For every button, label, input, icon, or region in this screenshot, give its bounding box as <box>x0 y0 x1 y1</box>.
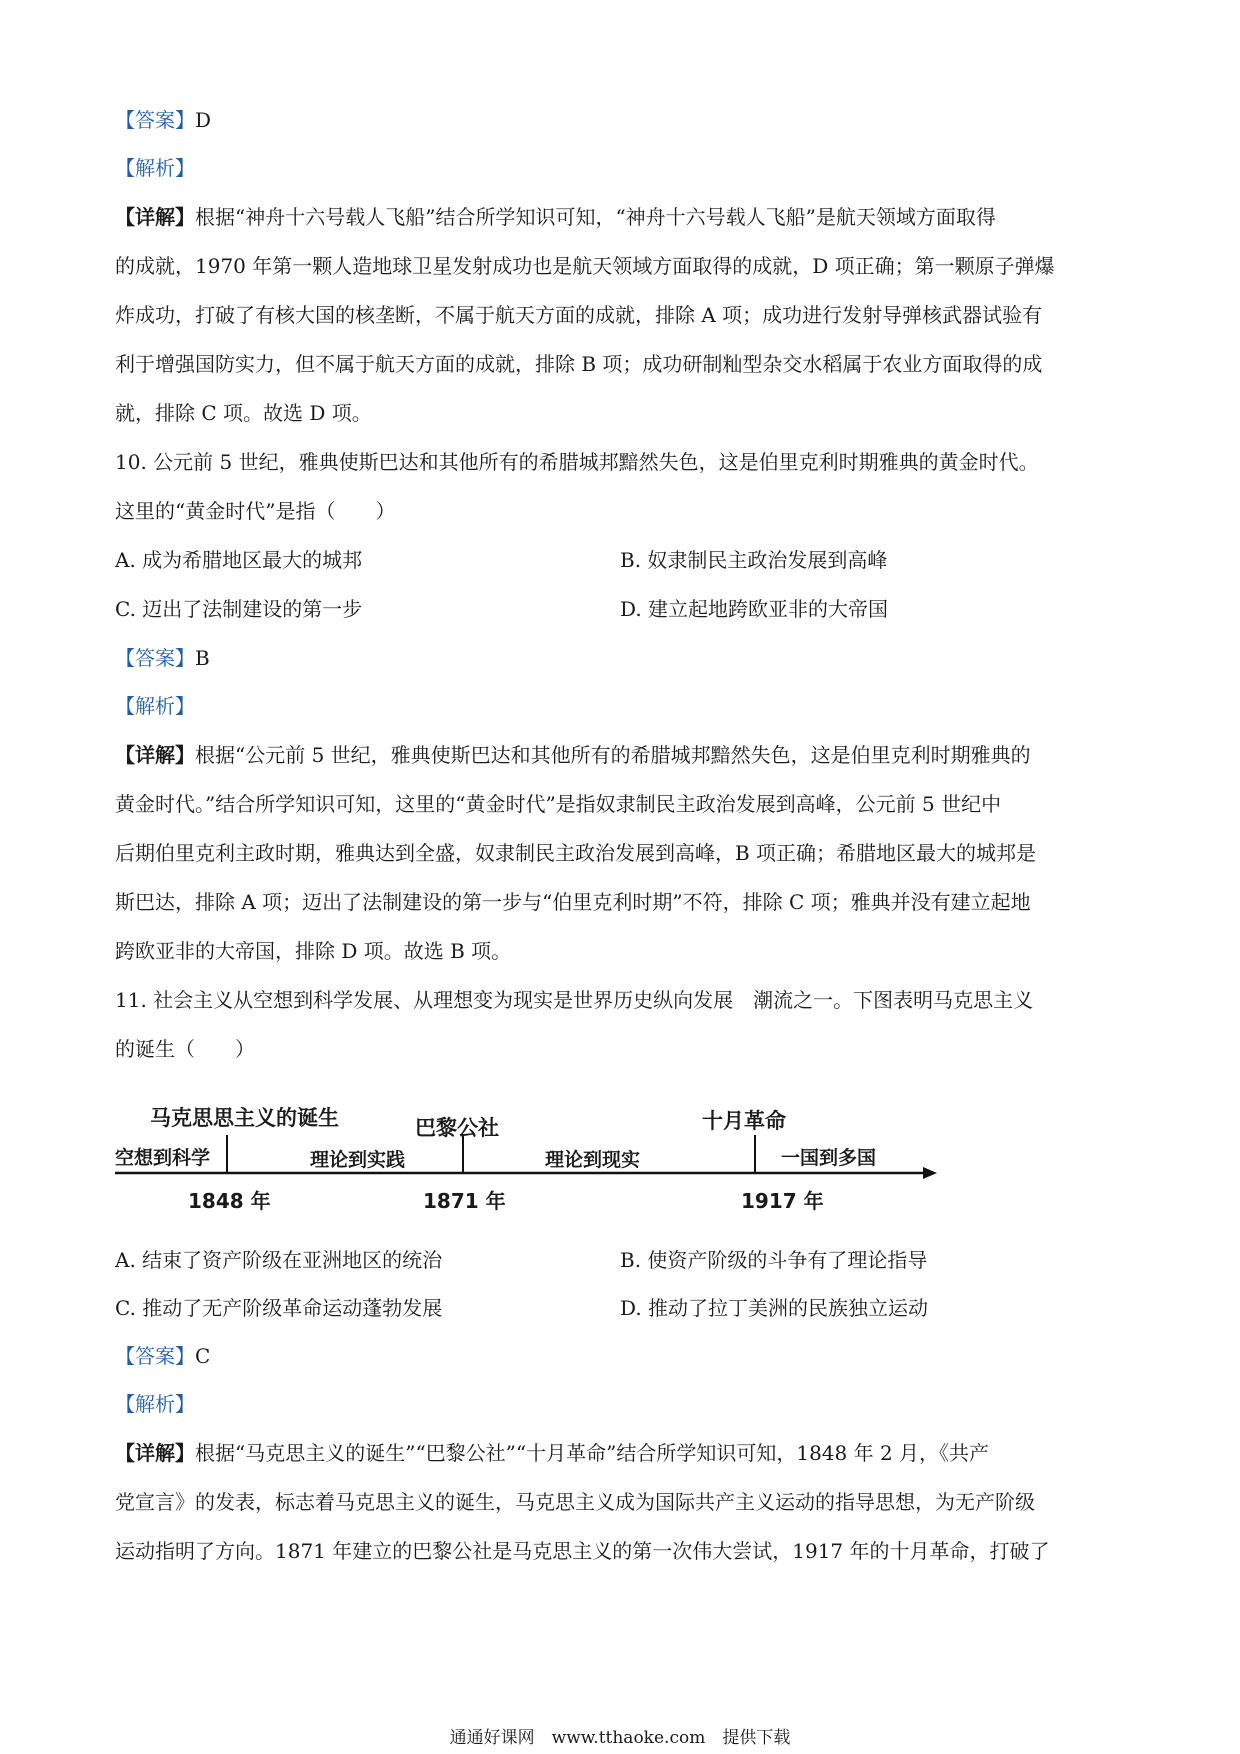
q10-detail-line: 跨欧亚非的大帝国，排除 D 项。故选 B 项。 <box>115 939 512 963</box>
timeline-phase: 理论到实践 <box>310 1149 406 1171</box>
timeline-event-paris-commune: 巴黎公社 <box>415 1116 499 1140</box>
q11-detail-line: 运动指明了方向。1871 年建立的巴黎公社是马克思主义的第一次伟大尝试，1917 年的十月革命，打破了 <box>115 1539 1050 1563</box>
q11-stem-line: 的诞生（ ） <box>115 1037 255 1061</box>
q11-answer-line <box>115 1342 1135 1370</box>
q11-option-a: A. 结束了资产阶级在亚洲地区的统治 <box>115 1248 443 1272</box>
history-timeline <box>115 1085 945 1215</box>
q11-detail-line <box>115 1439 1135 1467</box>
timeline-event-october-revolution: 十月革命 <box>702 1109 786 1133</box>
timeline-phase: 理论到现实 <box>545 1149 641 1171</box>
timeline-year: 1917 年 <box>741 1189 824 1213</box>
q11-stem-line: 11. 社会主义从空想到科学发展、从理想变为现实是世界历史纵向发展 潮流之一。下图表明马克思主义 <box>115 988 1034 1012</box>
detail-text: 根据“马克思主义的诞生”“巴黎公社”“十月革命”结合所学知识可知，1848 年 2 月，《共产 <box>195 1441 990 1465</box>
q10-detail-line: 后期伯里克利主政时期，雅典达到全盛，奴隶制民主政治发展到高峰，B 项正确；希腊地区最大的城邦是 <box>115 841 1037 865</box>
detail-text: 根据“公元前 5 世纪，雅典使斯巴达和其他所有的希腊城邦黯然失色，这是伯里克利时期雅典的 <box>195 743 1031 767</box>
answer-tag: 【答案】 <box>115 1344 195 1368</box>
q10-detail-line: 斯巴达，排除 A 项；迈出了法制建设的第一步与“伯里克利时期”不符，排除 C 项；雅典并没有建立起地 <box>115 890 1031 914</box>
answer-tag: 【答案】 <box>115 108 195 132</box>
detail-tag: 【详解】 <box>115 205 195 229</box>
q9-detail-line: 炸成功，打破了有核大国的核垄断，不属于航天方面的成就，排除 A 项；成功进行发射导弹核武器试验有 <box>115 303 1043 327</box>
answer-value: B <box>195 646 210 670</box>
q10-analysis-tag: 【解析】 <box>115 694 195 718</box>
answer-tag: 【答案】 <box>115 646 195 670</box>
q11-detail-line: 党宣言》的发表，标志着马克思主义的诞生，马克思主义成为国际共产主义运动的指导思想，为无产阶级 <box>115 1490 1035 1514</box>
detail-tag: 【详解】 <box>115 743 195 767</box>
timeline-year: 1871 年 <box>423 1189 506 1213</box>
q9-detail-line: 利于增强国防实力，但不属于航天方面的成就，排除 B 项；成功研制籼型杂交水稻属于农业方面取得的成 <box>115 352 1043 376</box>
q9-analysis-tag: 【解析】 <box>115 156 195 180</box>
q10-option-b: B. 奴隶制民主政治发展到高峰 <box>620 548 888 572</box>
q10-option-a: A. 成为希腊地区最大的城邦 <box>115 548 363 572</box>
q11-option-b: B. 使资产阶级的斗争有了理论指导 <box>620 1248 928 1272</box>
answer-value: C <box>195 1344 211 1368</box>
timeline-arrow-icon <box>923 1167 937 1179</box>
detail-text: 根据“神舟十六号载人飞船”结合所学知识可知，“神舟十六号载人飞船”是航天领域方面取得 <box>195 205 996 229</box>
q9-detail-line: 就，排除 C 项。故选 D 项。 <box>115 401 372 425</box>
answer-value: D <box>195 108 212 132</box>
q10-detail-line: 黄金时代。”结合所学知识可知，这里的“黄金时代”是指奴隶制民主政治发展到高峰，公元前 5 世纪中 <box>115 792 1002 816</box>
q11-analysis-tag: 【解析】 <box>115 1392 195 1416</box>
q10-detail-line <box>115 741 1135 769</box>
q10-option-c: C. 迈出了法制建设的第一步 <box>115 597 363 621</box>
timeline-year: 1848 年 <box>188 1189 271 1213</box>
q9-answer-line <box>115 106 1135 134</box>
page-footer: 通通好课网 www.tthaoke.com 提供下载 <box>449 1728 791 1748</box>
q10-stem-line: 这里的“黄金时代”是指（ ） <box>115 499 396 523</box>
q10-stem-line: 10. 公元前 5 世纪，雅典使斯巴达和其他所有的希腊城邦黯然失色，这是伯里克利时期雅典的黄金时代。 <box>115 450 1039 474</box>
q10-option-d: D. 建立起地跨欧亚非的大帝国 <box>620 597 889 621</box>
q9-detail-line: 的成就，1970 年第一颗人造地球卫星发射成功也是航天领域方面取得的成就，D 项正确；第一颗原子弹爆 <box>115 254 1055 278</box>
q11-option-c: C. 推动了无产阶级革命运动蓬勃发展 <box>115 1296 443 1320</box>
q11-option-d: D. 推动了拉丁美洲的民族独立运动 <box>620 1296 929 1320</box>
timeline-phase: 空想到科学 <box>115 1147 211 1169</box>
detail-tag: 【详解】 <box>115 1441 195 1465</box>
q9-detail-line <box>115 203 1135 231</box>
timeline-phase: 一国到多国 <box>781 1147 877 1169</box>
q10-answer-line <box>115 644 1135 672</box>
timeline-event-marxism: 马克思思主义的诞生 <box>150 1106 339 1130</box>
